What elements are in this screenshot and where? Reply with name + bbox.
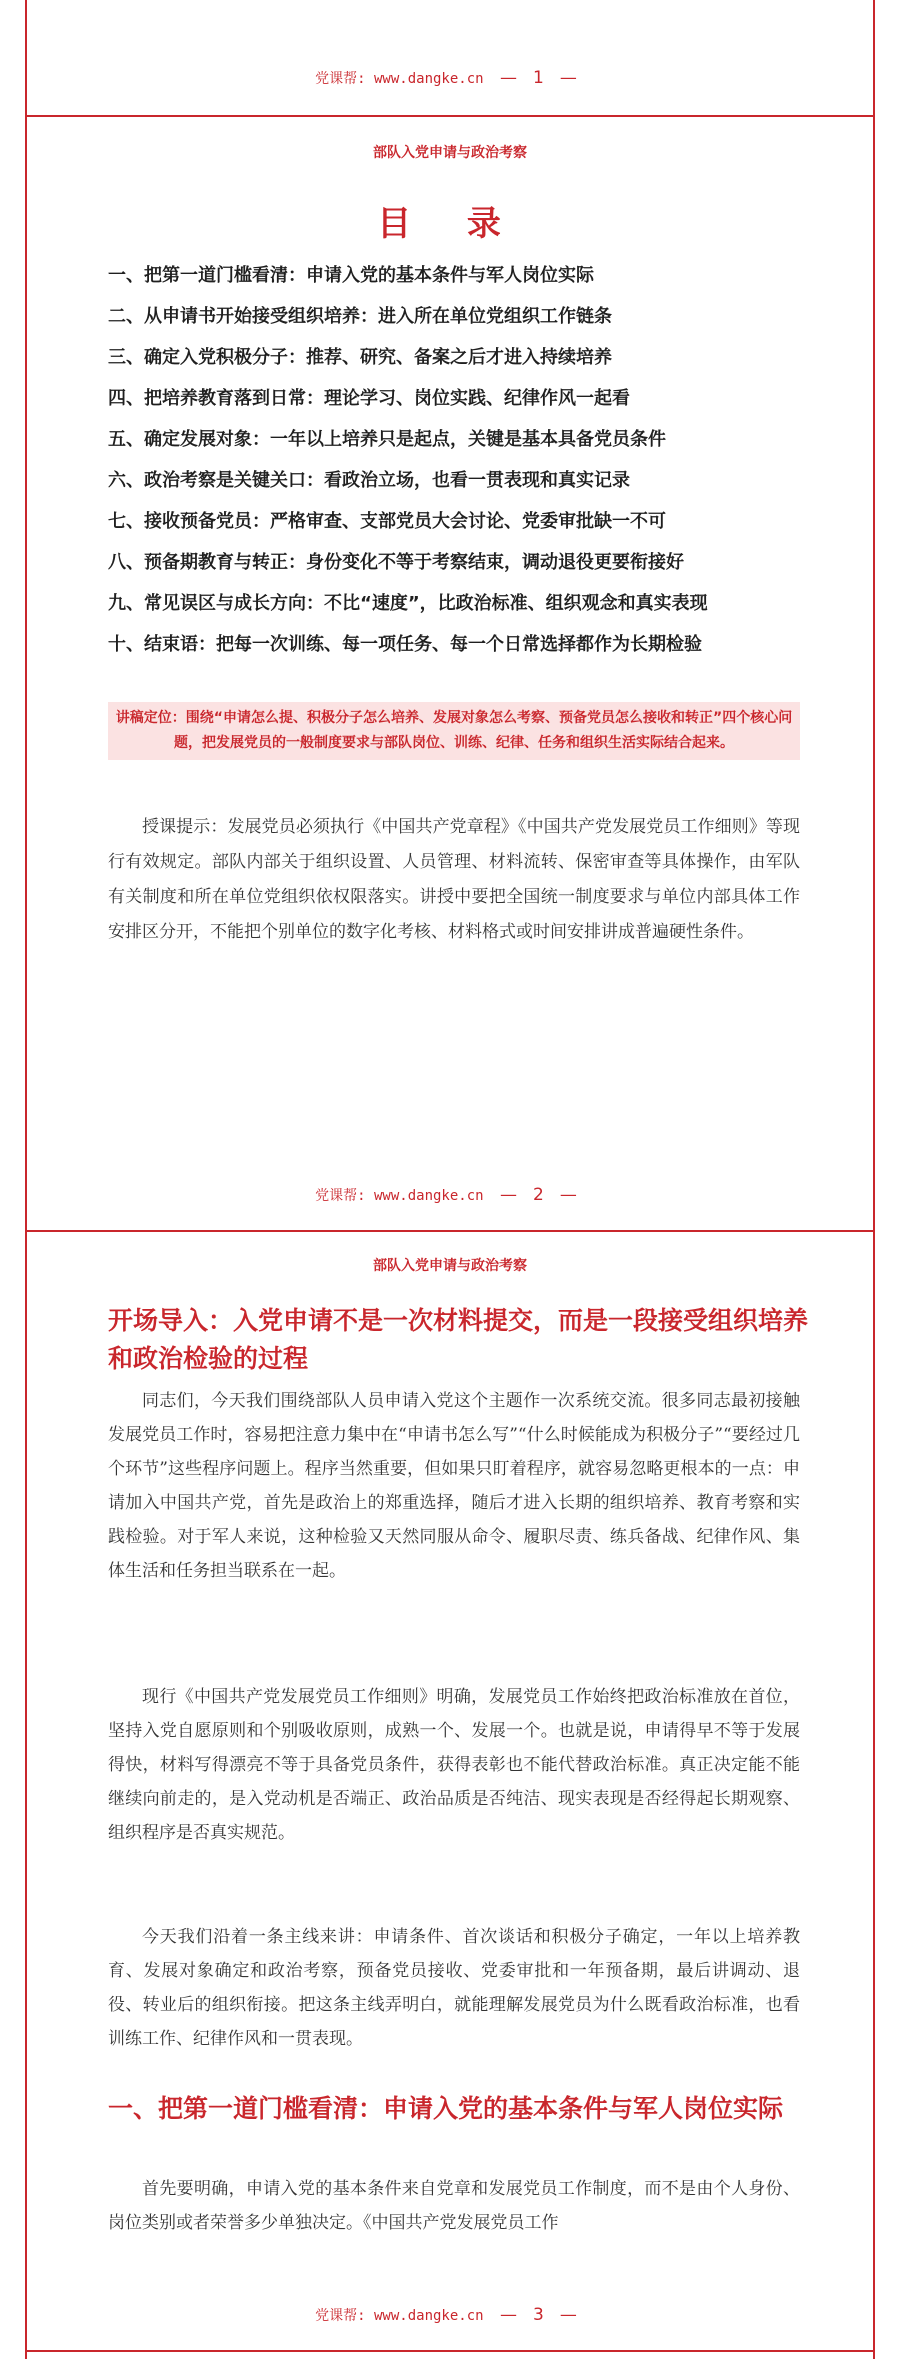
page-footer-2 — [0, 1185, 900, 1205]
section-paragraph: 首先要明确，申请入党的基本条件来自党章和发展党员工作制度，而不是由个人身份、岗位类别或者荣誉多少单独决定。《中国共产党发展党员工作 — [108, 2179, 800, 2233]
section-heading: 一、把第一道门槛看清：申请入党的基本条件与军人岗位实际 — [108, 2094, 784, 2123]
toc-item: 一、把第一道门槛看清：申请入党的基本条件与军人岗位实际 — [108, 265, 594, 286]
footer-dash: — — [559, 68, 577, 88]
footer-site: 党课帮: www.dangke.cn — [315, 2308, 484, 2324]
intro-paragraph: 同志们，今天我们围绕部队人员申请入党这个主题作一次系统交流。很多同志最初接触发展党员工作时，容易把注意力集中在“申请书怎么写”“什么时候能成为积极分子”“要经过几个环节”这些程序问题上。程序当然重要，但如果只盯着程序，就容易忽略更根本的一点：申请加入中国共产党，首先是政治上的郑重选择，随后才进入长期的组织培养、教育考察和实践检验。对于军人来说，这种检验又天然同服从命令、履职尽责、练兵备战、纪律作风、集体生活和任务担当联系在一起。 — [108, 1391, 800, 1581]
footer-dash: — — [500, 1185, 518, 1205]
footer-dash: — — [559, 1185, 577, 1205]
toc-item: 十、结束语：把每一次训练、每一项任务、每一个日常选择都作为长期检验 — [108, 634, 702, 655]
toc-item: 二、从申请书开始接受组织培养：进入所在单位党组织工作链条 — [108, 306, 612, 327]
footer-dash: — — [559, 2305, 577, 2325]
intro-paragraph: 今天我们沿着一条主线来讲：申请条件、首次谈话和积极分子确定，一年以上培养教育、发展对象确定和政治考察，预备党员接收、党委审批和一年预备期，最后讲调动、退役、转业后的组织衔接。把这条主线弄明白，就能理解发展党员为什么既看政治标准，也看训练工作、纪律作风和一贯表现。 — [108, 1927, 800, 2049]
toc-item: 五、确定发展对象：一年以上培养只是起点，关键是基本具备党员条件 — [108, 429, 666, 450]
footer-page-number: 3 — [533, 2305, 544, 2325]
toc-item: 六、政治考察是关键关口：看政治立场，也看一贯表现和真实记录 — [108, 470, 630, 491]
intro-paragraph: 现行《中国共产党发展党员工作细则》明确，发展党员工作始终把政治标准放在首位，坚持入党自愿原则和个别吸收原则，成熟一个、发展一个。也就是说，申请得早不等于发展得快，材料写得漂亮不等于具备党员条件，获得表彰也不能代替政治标准。真正决定能不能继续向前走的，是入党动机是否端正、政治品质是否纯洁、现实表现是否经得起长期观察、组织程序是否真实规范。 — [108, 1687, 800, 1843]
teaching-tip: 授课提示：发展党员必须执行《中国共产党章程》《中国共产党发展党员工作细则》等现行有效规定。部队内部关于组织设置、人员管理、材料流转、保密审查等具体操作，由军队有关制度和所在单位党组织依权限落实。讲授中要把全国统一制度要求与单位内部具体工作安排区分开，不能把个别单位的数字化考核、材料格式或时间安排讲成普遍硬性条件。 — [108, 817, 800, 942]
toc-item: 七、接收预备党员：严格审查、支部党员大会讨论、党委审批缺一不可 — [108, 511, 666, 532]
toc-item: 四、把培养教育落到日常：理论学习、岗位实践、纪律作风一起看 — [108, 388, 630, 409]
toc-item: 九、常见误区与成长方向：不比“速度”，比政治标准、组织观念和真实表现 — [108, 593, 708, 614]
footer-page-number: 2 — [533, 1185, 544, 1205]
toc-title: 目 录 — [377, 204, 523, 244]
page-footer-1 — [0, 68, 900, 88]
toc-item: 八、预备期教育与转正：身份变化不等于考察结束，调动退役更要衔接好 — [108, 552, 684, 573]
footer-site: 党课帮: www.dangke.cn — [315, 1188, 484, 1204]
page-divider-2 — [25, 1230, 875, 1232]
page-border-right — [873, 0, 875, 2359]
running-header: 部队入党申请与政治考察 — [373, 1258, 527, 1274]
intro-heading: 开场导入：入党申请不是一次材料提交，而是一段接受组织培养和政治检验的过程 — [108, 1306, 809, 1373]
running-header: 部队入党申请与政治考察 — [373, 145, 527, 161]
footer-site: 党课帮: www.dangke.cn — [315, 71, 484, 87]
page-divider-3 — [25, 2350, 875, 2352]
page-border-left — [25, 0, 27, 2359]
footer-page-number: 1 — [533, 68, 544, 88]
lecture-positioning-note: 讲稿定位：围绕“申请怎么提、积极分子怎么培养、发展对象怎么考察、预备党员怎么接收和转正”四个核心问题，把发展党员的一般制度要求与部队岗位、训练、纪律、任务和组织生活实际结合起来。 — [108, 702, 800, 760]
footer-dash: — — [500, 68, 518, 88]
page-footer-3 — [0, 2305, 900, 2325]
footer-dash: — — [500, 2305, 518, 2325]
table-of-contents — [108, 262, 808, 672]
toc-item: 三、确定入党积极分子：推荐、研究、备案之后才进入持续培养 — [108, 347, 612, 368]
page-divider-1 — [25, 115, 875, 117]
